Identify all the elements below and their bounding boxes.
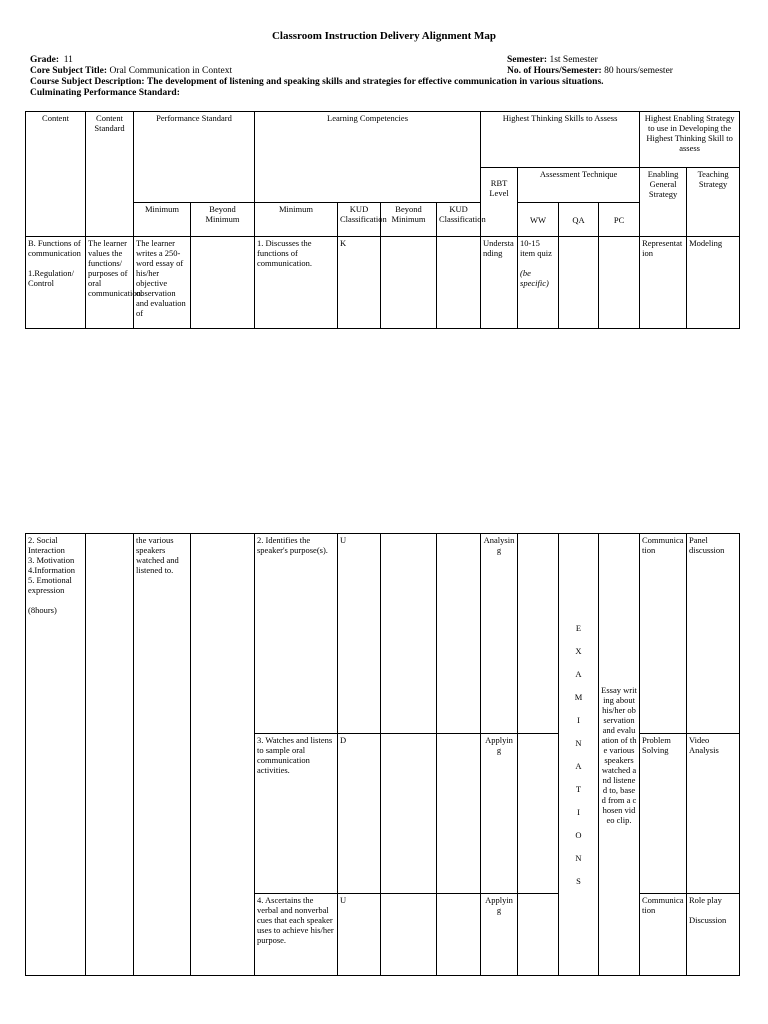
row1-qa <box>559 237 599 329</box>
header-highest-thinking: Highest Thinking Skills to Assess <box>481 112 640 168</box>
header-kud-1: KUD Classification <box>338 203 381 237</box>
row4-beyond <box>381 894 437 976</box>
row2-perf-min: the various speakers watched and listened to. <box>134 534 191 976</box>
header-ww: WW <box>518 203 559 237</box>
row4-rbt: Applying <box>481 894 518 976</box>
row1-ww: 10-15 item quiz (be specific) <box>518 237 559 329</box>
header-qa: QA <box>559 203 599 237</box>
semester-value: 1st Semester <box>549 55 598 65</box>
row3-kud: D <box>338 734 381 894</box>
alignment-table-top <box>25 111 740 329</box>
grade-value: 11 <box>63 55 73 65</box>
row4-competency: 4. Ascertains the verbal and nonverbal cues that each speaker uses to achieve his/her purpose. <box>255 894 338 976</box>
header-highest-enabling: Highest Enabling Strategy to use in Developing the Highest Thinking Skill to assess <box>640 112 740 168</box>
header-lc-minimum: Minimum <box>255 203 338 237</box>
hours-value: 80 hours/semester <box>604 66 673 76</box>
header-learning-competencies: Learning Competencies <box>255 112 481 203</box>
row1-enabling: Representation <box>640 237 687 329</box>
row2-beyond <box>381 534 437 734</box>
header-content-standard: Content Standard <box>86 112 134 237</box>
row2-perf-beyond <box>191 534 255 976</box>
row2-competency: 2. Identifies the speaker's purpose(s). <box>255 534 338 734</box>
row3-competency: 3. Watches and listens to sample oral communication activities. <box>255 734 338 894</box>
row1-beyond <box>381 237 437 329</box>
header-minimum: Minimum <box>134 203 191 237</box>
row2-content: 2. Social Interaction 3. Motivation 4.Information 5. Emotional expression (8hours) <box>26 534 86 976</box>
semester-label: Semester: <box>507 55 548 65</box>
row2-enabling: Communication <box>640 534 687 734</box>
document-meta-right <box>507 55 673 77</box>
row3-kud2 <box>437 734 481 894</box>
header-performance-standard: Performance Standard <box>134 112 255 203</box>
description-value: The development of listening and speaking skills and strategies for effective communication in various situations. <box>146 77 604 87</box>
row2-ww <box>518 534 559 734</box>
row1-content-standard: The learner values the functions/ purposes of oral communication. <box>86 237 134 329</box>
subject-value: Oral Communication in Context <box>109 66 233 76</box>
row3-beyond <box>381 734 437 894</box>
pc-essay: Essay writing about his/her observation and evaluation of the various speakers watched and listened to, based from a chosen video clip. <box>599 534 640 976</box>
row3-teaching: Video Analysis <box>687 734 740 894</box>
row2-kud2 <box>437 534 481 734</box>
row4-kud: U <box>338 894 381 976</box>
row1-rbt: Understanding <box>481 237 518 329</box>
row1-kud: K <box>338 237 381 329</box>
header-content: Content <box>26 112 86 237</box>
header-enabling-general: Enabling General Strategy <box>640 168 687 237</box>
row1-teaching: Modeling <box>687 237 740 329</box>
row1-content: B. Functions of communication 1.Regulation/ Control <box>26 237 86 329</box>
header-lc-beyond: Beyond Minimum <box>381 203 437 237</box>
header-pc: PC <box>599 203 640 237</box>
row1-kud2 <box>437 237 481 329</box>
row1-perf-beyond <box>191 237 255 329</box>
row2-teaching: Panel discussion <box>687 534 740 734</box>
header-kud-2: KUD Classification <box>437 203 481 237</box>
header-teaching-strategy: Teaching Strategy <box>687 168 740 237</box>
culminating-label: Culminating Performance Standard: <box>30 88 180 98</box>
grade-label: Grade: <box>30 55 60 65</box>
row3-rbt: Applying <box>481 734 518 894</box>
page-title: Classroom Instruction Delivery Alignment Map <box>271 30 497 42</box>
hours-label: No. of Hours/Semester: <box>507 66 602 76</box>
header-assessment-technique: Assessment Technique <box>518 168 640 203</box>
header-rbt-level: RBT Level <box>481 168 518 237</box>
row4-kud2 <box>437 894 481 976</box>
description-label: Course Subject Description: <box>30 77 145 87</box>
row1-pc <box>599 237 640 329</box>
row2-rbt: Analysing <box>481 534 518 734</box>
header-beyond-minimum: Beyond Minimum <box>191 203 255 237</box>
row2-kud: U <box>338 534 381 734</box>
row2-content-standard <box>86 534 134 976</box>
row4-teaching: Role play Discussion <box>687 894 740 976</box>
row4-enabling: Communication <box>640 894 687 976</box>
row1-perf-min: The learner writes a 250-word essay of his/her objective observation and evaluation of <box>134 237 191 329</box>
row4-ww <box>518 894 559 976</box>
subject-label: Core Subject Title: <box>30 66 108 76</box>
row1-competency: 1. Discusses the functions of communication. <box>255 237 338 329</box>
row3-enabling: Problem Solving <box>640 734 687 894</box>
row3-ww <box>518 734 559 894</box>
alignment-table-bottom <box>25 533 740 976</box>
qa-examinations: E X A M I N A T I O N S <box>559 534 599 976</box>
